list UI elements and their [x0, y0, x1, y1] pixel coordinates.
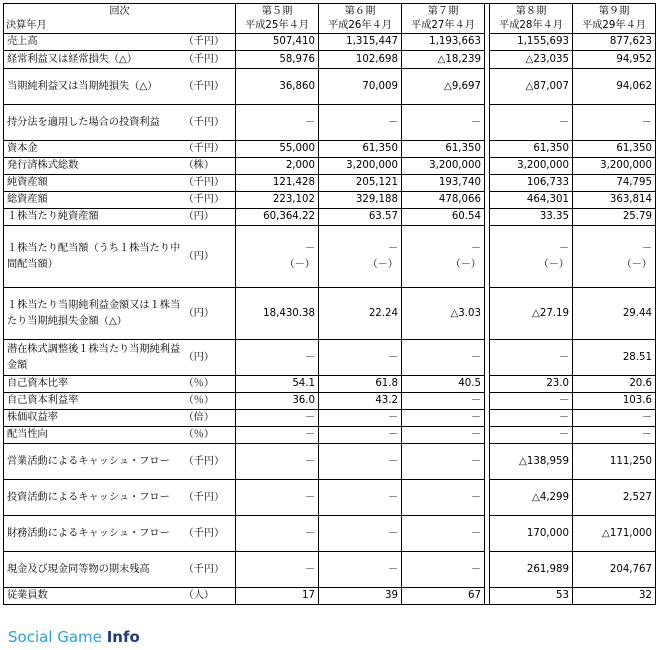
value-cell: 17 — [236, 588, 319, 605]
row-unit: （千円） — [184, 69, 236, 105]
value-cell: － — [490, 393, 573, 410]
value-cell: 1,315,447 — [319, 34, 402, 51]
header-period-8 — [490, 4, 573, 34]
value-interim: （－） — [367, 258, 398, 270]
value-cell: △9,697 — [402, 69, 485, 105]
row-label: １株当たり当期純利益金額又は１株当たり当期純損失金額（△） — [4, 288, 184, 340]
value-main: － — [470, 242, 481, 254]
table-row — [4, 340, 656, 376]
row-unit: （円） — [184, 209, 236, 226]
value-cell: － — [402, 410, 485, 427]
value-interim: （－） — [284, 258, 315, 270]
row-unit: （千円） — [184, 444, 236, 480]
value-cell: － — [319, 552, 402, 588]
table-row — [4, 226, 656, 288]
header-period-5 — [236, 4, 319, 34]
row-label: 純資産額 — [4, 175, 184, 192]
row-unit: （％） — [184, 427, 236, 444]
value-cell: 1,193,663 — [402, 34, 485, 51]
period-label: 第７期 — [427, 5, 459, 17]
row-unit: （円） — [184, 226, 236, 288]
value-cell: 18,430.38 — [236, 288, 319, 340]
value-cell: 60.54 — [402, 209, 485, 226]
value-cell: 3,200,000 — [573, 158, 656, 175]
value-cell: 3,200,000 — [402, 158, 485, 175]
value-cell: 36,860 — [236, 69, 319, 105]
value-cell: 61,350 — [319, 141, 402, 158]
value-cell: 329,188 — [319, 192, 402, 209]
value-cell: － — [236, 444, 319, 480]
value-cell: 205,121 — [319, 175, 402, 192]
period-date: 平成27年４月 — [411, 19, 475, 31]
row-label: 従業員数 — [4, 588, 184, 605]
value-main: － — [387, 242, 398, 254]
value-cell — [402, 226, 485, 288]
value-cell: 2,000 — [236, 158, 319, 175]
row-unit: （千円） — [184, 552, 236, 588]
value-cell: 61.8 — [319, 376, 402, 393]
value-cell: 2,527 — [573, 480, 656, 516]
value-cell: － — [402, 427, 485, 444]
value-cell: 54.1 — [236, 376, 319, 393]
value-cell: 261,989 — [490, 552, 573, 588]
value-cell: － — [573, 427, 656, 444]
value-main: － — [641, 242, 652, 254]
value-cell: － — [490, 427, 573, 444]
value-cell: 74,795 — [573, 175, 656, 192]
value-cell: － — [319, 427, 402, 444]
table-row — [4, 209, 656, 226]
table-row — [4, 410, 656, 427]
row-label: 売上高 — [4, 34, 184, 51]
value-cell: 61,350 — [402, 141, 485, 158]
value-cell: － — [402, 444, 485, 480]
value-cell: － — [402, 480, 485, 516]
row-label: 投資活動によるキャッシュ・フロー — [4, 480, 184, 516]
value-cell — [490, 226, 573, 288]
header-period-7 — [402, 4, 485, 34]
value-cell: 23.0 — [490, 376, 573, 393]
row-unit: （千円） — [184, 516, 236, 552]
value-cell: 94,952 — [573, 51, 656, 69]
period-date: 平成25年４月 — [245, 19, 309, 31]
table-row — [4, 588, 656, 605]
value-cell: 67 — [402, 588, 485, 605]
value-cell: 102,698 — [319, 51, 402, 69]
value-cell: － — [490, 410, 573, 427]
value-cell: 20.6 — [573, 376, 656, 393]
row-label: 経常利益又は経常損失（△） — [4, 51, 184, 69]
value-main: － — [558, 242, 569, 254]
row-label: 自己資本利益率 — [4, 393, 184, 410]
row-label: 持分法を適用した場合の投資利益 — [4, 105, 184, 141]
header-period-6 — [319, 4, 402, 34]
row-label: 配当性向 — [4, 427, 184, 444]
period-label: 第６期 — [344, 5, 376, 17]
value-cell: 39 — [319, 588, 402, 605]
table-row — [4, 192, 656, 209]
value-cell: 60,364.22 — [236, 209, 319, 226]
value-cell: 223,102 — [236, 192, 319, 209]
table-row — [4, 552, 656, 588]
value-cell: 32 — [573, 588, 656, 605]
value-cell: － — [236, 516, 319, 552]
row-unit: （倍） — [184, 410, 236, 427]
value-cell: 63.57 — [319, 209, 402, 226]
value-cell: － — [236, 340, 319, 376]
value-cell: 3,200,000 — [319, 158, 402, 175]
row-unit: （千円） — [184, 175, 236, 192]
financial-summary-table — [3, 3, 656, 605]
value-cell: － — [319, 340, 402, 376]
value-cell: － — [573, 105, 656, 141]
value-cell: － — [402, 105, 485, 141]
value-cell: 61,350 — [573, 141, 656, 158]
social-game-info-logo — [8, 628, 140, 646]
value-cell: － — [319, 480, 402, 516]
header-label-cell — [4, 4, 236, 34]
value-cell: － — [319, 516, 402, 552]
value-cell: △4,299 — [490, 480, 573, 516]
value-cell: 29.44 — [573, 288, 656, 340]
row-unit: （円） — [184, 340, 236, 376]
value-cell: 193,740 — [402, 175, 485, 192]
value-cell: － — [319, 444, 402, 480]
table-row — [4, 480, 656, 516]
value-cell: 170,000 — [490, 516, 573, 552]
value-cell: － — [319, 410, 402, 427]
value-cell: 464,301 — [490, 192, 573, 209]
value-cell: 478,066 — [402, 192, 485, 209]
row-unit: （千円） — [184, 192, 236, 209]
row-unit: （千円） — [184, 480, 236, 516]
value-cell: － — [402, 340, 485, 376]
value-cell: △18,239 — [402, 51, 485, 69]
logo-text-info: Info — [106, 628, 140, 646]
value-cell: 877,623 — [573, 34, 656, 51]
row-label: 現金及び現金同等物の期末残高 — [4, 552, 184, 588]
table-row — [4, 427, 656, 444]
value-cell: － — [236, 427, 319, 444]
value-cell: － — [236, 480, 319, 516]
table-row — [4, 444, 656, 480]
value-cell: － — [573, 410, 656, 427]
table-row — [4, 105, 656, 141]
table-row — [4, 376, 656, 393]
value-cell: 111,250 — [573, 444, 656, 480]
table-row — [4, 158, 656, 175]
value-cell: 36.0 — [236, 393, 319, 410]
value-interim: （－） — [621, 258, 652, 270]
value-cell: － — [402, 393, 485, 410]
row-label: １株当たり配当額（うち１株当たり中間配当額） — [4, 226, 184, 288]
row-unit: （千円） — [184, 34, 236, 51]
row-unit: （人） — [184, 588, 236, 605]
row-unit: （千円） — [184, 105, 236, 141]
value-cell: － — [490, 105, 573, 141]
row-label: 資本金 — [4, 141, 184, 158]
value-cell: － — [402, 516, 485, 552]
row-label: 当期純利益又は当期純損失（△） — [4, 69, 184, 105]
row-label: 発行済株式総数 — [4, 158, 184, 175]
value-cell: 61,350 — [490, 141, 573, 158]
value-cell: 507,410 — [236, 34, 319, 51]
period-date: 平成29年４月 — [582, 19, 646, 31]
value-cell: － — [236, 410, 319, 427]
value-cell: 33.35 — [490, 209, 573, 226]
value-cell: △23,035 — [490, 51, 573, 69]
row-unit: （千円） — [184, 51, 236, 69]
value-main: － — [304, 242, 315, 254]
header-label-kessan: 決算年月 — [6, 19, 47, 31]
value-cell: 3,200,000 — [490, 158, 573, 175]
value-cell: 58,976 — [236, 51, 319, 69]
value-cell: △138,959 — [490, 444, 573, 480]
header-label-kaiji: 回次 — [109, 5, 130, 17]
row-unit: （千円） — [184, 141, 236, 158]
value-cell: 53 — [490, 588, 573, 605]
logo-text-social-game: Social Game — [8, 628, 102, 646]
header-row — [4, 4, 656, 34]
table-row — [4, 393, 656, 410]
row-unit: （株） — [184, 158, 236, 175]
header-period-9 — [573, 4, 656, 34]
row-label: 営業活動によるキャッシュ・フロー — [4, 444, 184, 480]
row-unit: （円） — [184, 288, 236, 340]
table-row — [4, 34, 656, 51]
row-label: 潜在株式調整後１株当たり当期純利益金額 — [4, 340, 184, 376]
value-cell: 25.79 — [573, 209, 656, 226]
row-label: １株当たり純資産額 — [4, 209, 184, 226]
period-date: 平成26年４月 — [328, 19, 392, 31]
row-label: 総資産額 — [4, 192, 184, 209]
value-cell: △3.03 — [402, 288, 485, 340]
value-cell: △171,000 — [573, 516, 656, 552]
value-cell — [319, 226, 402, 288]
value-cell: 40.5 — [402, 376, 485, 393]
table-row — [4, 141, 656, 158]
table-row — [4, 51, 656, 69]
value-cell: △27.19 — [490, 288, 573, 340]
row-unit: （％） — [184, 376, 236, 393]
value-cell: △87,007 — [490, 69, 573, 105]
value-cell: 103.6 — [573, 393, 656, 410]
value-cell: 1,155,693 — [490, 34, 573, 51]
value-cell: 363,814 — [573, 192, 656, 209]
value-cell — [236, 226, 319, 288]
period-label: 第５期 — [261, 5, 293, 17]
period-date: 平成28年４月 — [499, 19, 563, 31]
period-label: 第８期 — [515, 5, 547, 17]
table-row — [4, 175, 656, 192]
value-interim: （－） — [538, 258, 569, 270]
value-cell: 55,000 — [236, 141, 319, 158]
value-cell: 28.51 — [573, 340, 656, 376]
value-cell: － — [236, 552, 319, 588]
row-label: 自己資本比率 — [4, 376, 184, 393]
table-row — [4, 288, 656, 340]
row-unit: （％） — [184, 393, 236, 410]
row-label: 財務活動によるキャッシュ・フロー — [4, 516, 184, 552]
value-cell — [573, 226, 656, 288]
value-cell: 43.2 — [319, 393, 402, 410]
value-cell: － — [402, 552, 485, 588]
value-interim: （－） — [450, 258, 481, 270]
period-label: 第９期 — [598, 5, 630, 17]
value-cell: － — [236, 105, 319, 141]
value-cell: 94,062 — [573, 69, 656, 105]
value-cell: － — [319, 105, 402, 141]
value-cell: 106,733 — [490, 175, 573, 192]
table-row — [4, 516, 656, 552]
table-row — [4, 69, 656, 105]
value-cell: 121,428 — [236, 175, 319, 192]
row-label: 株価収益率 — [4, 410, 184, 427]
value-cell: 22.24 — [319, 288, 402, 340]
value-cell: － — [490, 340, 573, 376]
value-cell: 204,767 — [573, 552, 656, 588]
value-cell: 70,009 — [319, 69, 402, 105]
